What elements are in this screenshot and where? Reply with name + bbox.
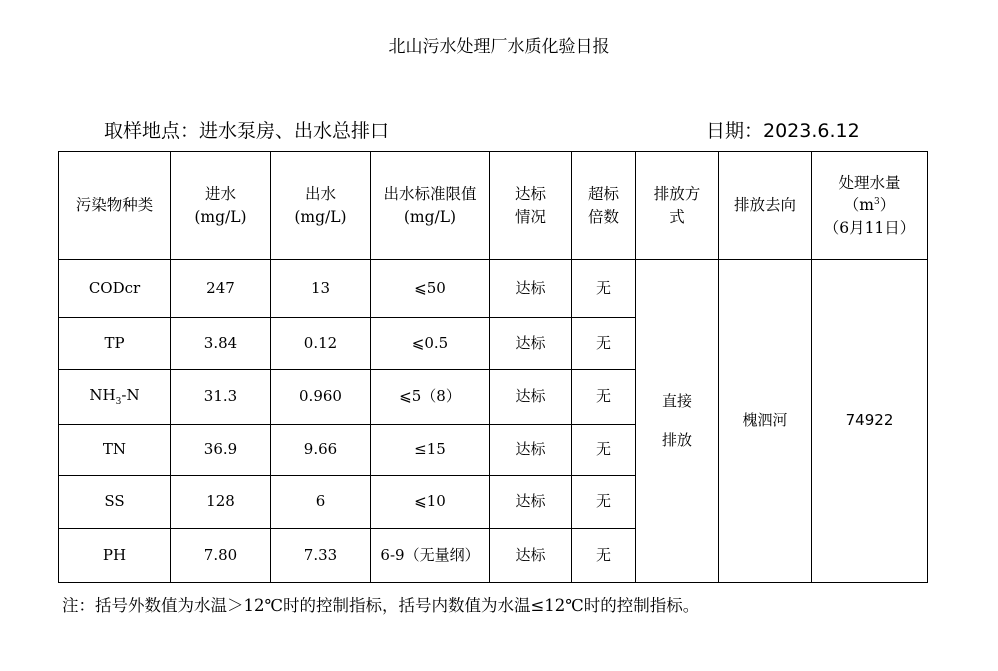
outflow-cell: 13	[271, 260, 371, 318]
pollutant-cell: PH	[59, 529, 171, 583]
pollutant-cell: $NH_3-N$	[59, 370, 171, 425]
compliance-cell: 达标	[490, 425, 572, 476]
outflow-cell: 6	[271, 476, 371, 529]
exceed-cell: 无	[572, 425, 636, 476]
footnote: 注：括号外数值为水温＞12℃时的控制指标，括号内数值为水温≤12℃时的控制指标。	[62, 596, 700, 615]
pollutant-cell: SS	[59, 476, 171, 529]
exceed-cell: 无	[572, 476, 636, 529]
exceed-cell: 无	[572, 370, 636, 425]
outflow-cell: 0.960	[271, 370, 371, 425]
compliance-cell: 达标	[490, 476, 572, 529]
header-limit: 出水标准限值 (mg/L)	[371, 152, 490, 260]
header-inflow: 进水 (mg/L)	[171, 152, 271, 260]
report-title: 北山污水处理厂水质化验日报	[388, 37, 610, 57]
outflow-cell: 7.33	[271, 529, 371, 583]
exceed-cell: 无	[572, 529, 636, 583]
header-outflow: 出水 (mg/L)	[271, 152, 371, 260]
pollutant-cell: CODcr	[59, 260, 171, 318]
pollutant-cell: TP	[59, 318, 171, 370]
header-row	[59, 152, 928, 260]
header-exceed: 超标 倍数	[572, 152, 636, 260]
inflow-cell: 3.84	[171, 318, 271, 370]
compliance-cell: 达标	[490, 370, 572, 425]
exceed-cell: 无	[572, 318, 636, 370]
header-destination: 排放去向	[719, 152, 812, 260]
compliance-cell: 达标	[490, 260, 572, 318]
limit-cell: ⩽5（8）	[371, 370, 490, 425]
outflow-cell: 0.12	[271, 318, 371, 370]
sampling-location: 取样地点：进水泵房、出水总排口	[104, 120, 390, 142]
limit-cell: ⩽10	[371, 476, 490, 529]
inflow-cell: 128	[171, 476, 271, 529]
limit-cell: ⩽50	[371, 260, 490, 318]
pollutant-cell: TN	[59, 425, 171, 476]
limit-cell: ≤15	[371, 425, 490, 476]
treated-volume-cell: 74922	[812, 260, 928, 583]
header-compliance: 达标 情况	[490, 152, 572, 260]
table-row	[59, 260, 928, 318]
report-date: 日期：2023.6.12	[706, 120, 860, 142]
header-volume: 处理水量 $(m^3)$ （6月11日）	[812, 152, 928, 260]
limit-cell: 6-9（无量纲）	[371, 529, 490, 583]
inflow-cell: 247	[171, 260, 271, 318]
outflow-cell: 9.66	[271, 425, 371, 476]
discharge-destination-cell: 槐泗河	[719, 260, 812, 583]
limit-cell: ⩽0.5	[371, 318, 490, 370]
header-method: 排放方 式	[636, 152, 719, 260]
exceed-cell: 无	[572, 260, 636, 318]
header-pollutant: 污染物种类	[59, 152, 171, 260]
inflow-cell: 36.9	[171, 425, 271, 476]
inflow-cell: 31.3	[171, 370, 271, 425]
water-quality-table	[58, 151, 928, 583]
discharge-method-cell: 直接 排放	[636, 260, 719, 583]
compliance-cell: 达标	[490, 529, 572, 583]
compliance-cell: 达标	[490, 318, 572, 370]
inflow-cell: 7.80	[171, 529, 271, 583]
